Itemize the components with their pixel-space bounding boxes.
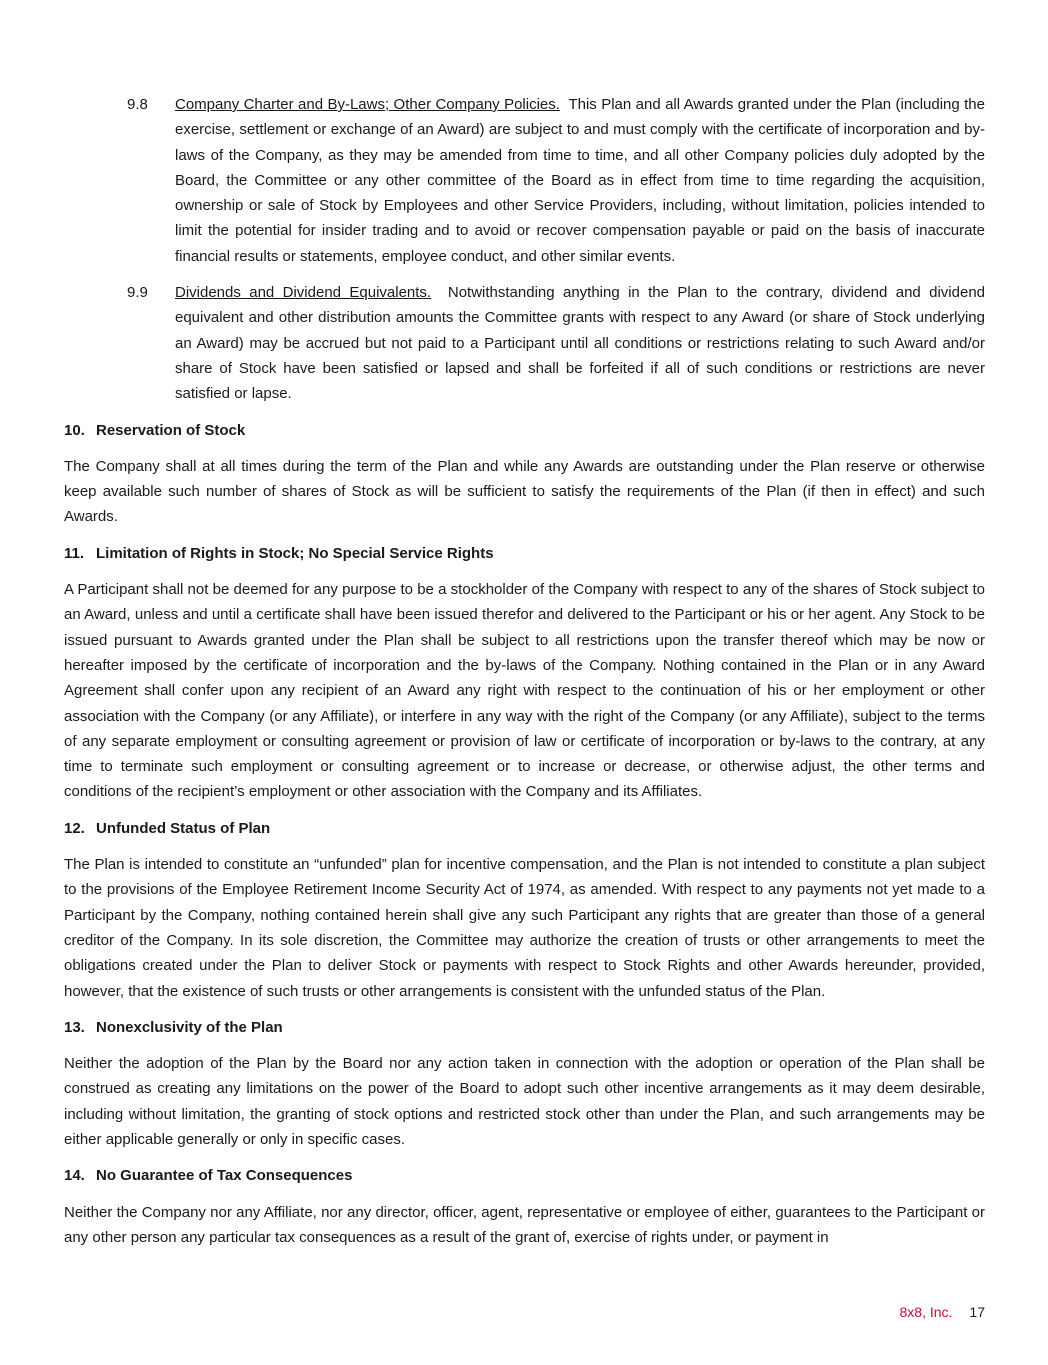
subsection-9-9 [64,280,985,406]
section-body-13: Neither the adoption of the Plan by the Board nor any action taken in connection with the adoption or operation of the Plan shall be construed as creating any limitations on the power of the Board to adopt such other incentive arrangements as it may deem desirable, including without limitation, the granting of stock options and restricted stock other than under the Plan, and such arrangements may be either applicable generally or only in specific cases. [64,1055,985,1148]
section-body-11: A Participant shall not be deemed for any purpose to be a stockholder of the Company with respect to any of the shares of Stock subject to an Award, unless and until a certificate shall have been issued therefor and delivered to the Participant or his or her agent. Any Stock to be issued pursuant to Awards granted under the Plan shall be subject to all restrictions upon the transfer thereof which may be now or hereafter imposed by the certificate of incorporation and the by-laws of the Company. Nothing contained in the Plan or in any Award Agreement shall confer upon any recipient of an Award any right with respect to the continuation of his or her employment or other association with the Company (or any Affiliate), or interfere in any way with the right of the Company (or any Affiliate), subject to the terms of any separate employment or consulting agreement or provision of law or certificate of incorporation or by-laws to the contrary, at any time to terminate such employment or consulting agreement or to increase or decrease, or otherwise adjust, the other terms and conditions of the recipient’s employment or other association with the Company and its Affiliates. [64,581,985,801]
section-number: 14. [64,1167,85,1185]
section-heading-13 [64,1015,985,1040]
section-title: Limitation of Rights in Stock; No Special Service Rights [96,544,494,562]
section-number: 10. [64,421,85,439]
section-number: 13. [64,1018,85,1036]
section-heading-11 [64,541,985,566]
section-number: 12. [64,819,85,837]
subsection-title: Company Charter and By-Laws; Other Company Policies. [175,96,560,113]
section-heading-14 [64,1163,985,1188]
section-body-10: The Company shall at all times during the term of the Plan and while any Awards are outstanding under the Plan reserve or otherwise keep available such number of shares of Stock as will be sufficient to satisfy the requirements of the Plan (if then in effect) and such Awards. [64,457,985,526]
section-title: Nonexclusivity of the Plan [96,1018,283,1036]
document-page [64,92,985,1261]
section-heading-12 [64,816,985,841]
page-number: 17 [969,1304,985,1320]
section-title: Unfunded Status of Plan [96,819,271,837]
subsection-number: 9.8 [127,96,148,113]
subsection-9-8 [64,92,985,269]
section-body-12: The Plan is intended to constitute an “unfunded” plan for incentive compensation, and the Plan is not intended to constitute a plan subject to the provisions of the Employee Retirement Income Security Act of 1974, as amended. With respect to any payments not yet made to a Participant by the Company, nothing contained herein shall give any such Participant any rights that are greater than those of a general creditor of the Company. In its sole discretion, the Committee may authorize the creation of trusts or other arrangements to meet the obligations created under the Plan to deliver Stock or payments with respect to Stock Rights and other Awards hereunder, provided, however, that the existence of such trusts or other arrangements is consistent with the unfunded status of the Plan. [64,856,985,1000]
footer-company: 8x8, Inc. [899,1304,953,1320]
section-number: 11. [64,544,85,562]
subsection-text: This Plan and all Awards granted under the Plan (including the exercise, settlement or exchange of an Award) are subject to and must comply with the certificate of incorporation and by-laws of the Company, as they may be amended from time to time, and all other Company policies duly adopted by the Board, the Committee or any other committee of the Board as in effect from time to time regarding the acquisition, ownership or sale of Stock by Employees and other Service Providers, including, without limitation, policies intended to limit the potential for insider trading and to avoid or recover compensation payable or paid on the basis of inaccurate financial results or statements, employee conduct, and other similar events. [175,96,985,265]
section-title: Reservation of Stock [96,421,246,439]
page-footer [900,1303,986,1321]
subsection-number: 9.9 [127,284,148,302]
section-body-14: Neither the Company nor any Affiliate, nor any director, officer, agent, representative or employee of either, guarantees to the Participant or any other person any particular tax consequences as a result of the grant of, exercise of rights under, or payment in [64,1203,985,1246]
subsection-title: Dividends and Dividend Equivalents. [175,284,432,302]
section-title: No Guarantee of Tax Consequences [96,1167,353,1185]
section-heading-10 [64,418,985,443]
subsection-text: Notwithstanding anything in the Plan to the contrary, dividend and dividend equivalent and other distribution amounts the Committee grants with respect to any Award (or share of Stock underlying an Award) may be accrued but not paid to a Participant until all conditions or restrictions relating to such Award and/or share of Stock have been satisfied or lapsed and shall be forfeited if all of such conditions or restrictions are never satisfied or lapse. [175,284,986,403]
